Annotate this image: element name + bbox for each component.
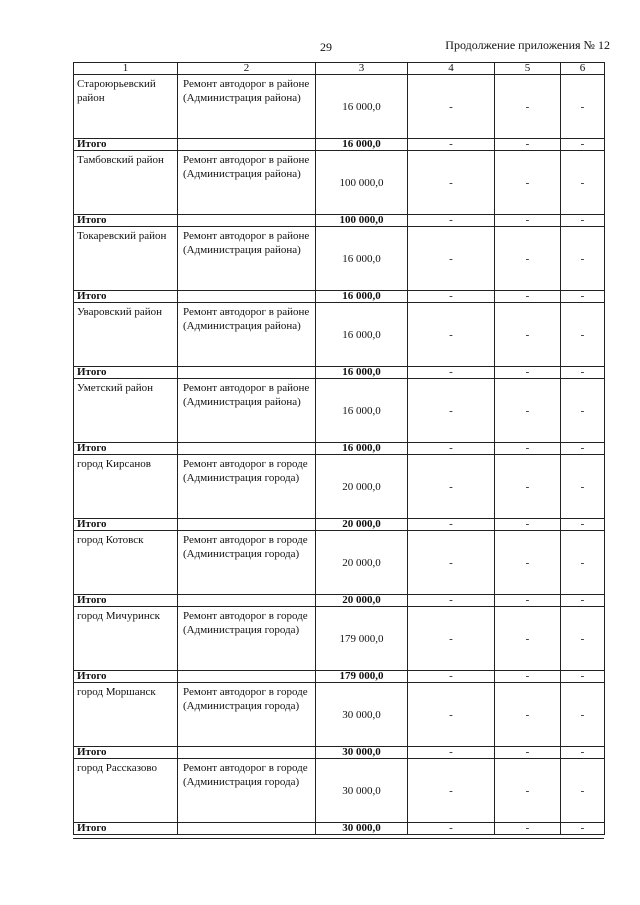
work-description: Ремонт автодорог в городе (Администрация города) — [178, 531, 316, 595]
district-name: Токаревский район — [74, 227, 178, 291]
table-bottom-border — [73, 838, 604, 839]
empty-value-dash: - — [408, 75, 495, 139]
district-name: Уметский район — [74, 379, 178, 443]
total-empty-cell — [178, 291, 316, 303]
empty-value-dash: - — [495, 227, 561, 291]
amount-value: 20 000,0 — [316, 455, 408, 519]
total-amount: 16 000,0 — [316, 367, 408, 379]
empty-value-dash: - — [408, 215, 495, 227]
total-empty-cell — [178, 823, 316, 835]
empty-value-dash: - — [408, 227, 495, 291]
table-row — [74, 759, 605, 823]
column-number-row — [74, 63, 605, 75]
amount-value: 16 000,0 — [316, 75, 408, 139]
district-name: Тамбовский район — [74, 151, 178, 215]
empty-value-dash: - — [408, 683, 495, 747]
total-row — [74, 215, 605, 227]
empty-value-dash: - — [561, 367, 605, 379]
total-label: Итого — [74, 747, 178, 759]
total-row — [74, 443, 605, 455]
total-empty-cell — [178, 747, 316, 759]
empty-value-dash: - — [561, 671, 605, 683]
amount-value: 179 000,0 — [316, 607, 408, 671]
district-name: Староюрьевский район — [74, 75, 178, 139]
budget-table — [73, 62, 605, 835]
amount-value: 30 000,0 — [316, 759, 408, 823]
total-label: Итого — [74, 367, 178, 379]
total-label: Итого — [74, 139, 178, 151]
table-row — [74, 227, 605, 291]
empty-value-dash: - — [561, 683, 605, 747]
total-row — [74, 291, 605, 303]
empty-value-dash: - — [495, 747, 561, 759]
total-amount: 16 000,0 — [316, 291, 408, 303]
total-label: Итого — [74, 823, 178, 835]
work-description: Ремонт автодорог в районе (Администрация района) — [178, 227, 316, 291]
empty-value-dash: - — [561, 759, 605, 823]
empty-value-dash: - — [561, 595, 605, 607]
empty-value-dash: - — [408, 455, 495, 519]
work-description: Ремонт автодорог в городе (Администрация города) — [178, 455, 316, 519]
empty-value-dash: - — [495, 683, 561, 747]
empty-value-dash: - — [561, 379, 605, 443]
empty-value-dash: - — [495, 759, 561, 823]
district-name: город Рассказово — [74, 759, 178, 823]
table-row — [74, 607, 605, 671]
empty-value-dash: - — [408, 443, 495, 455]
empty-value-dash: - — [495, 519, 561, 531]
total-empty-cell — [178, 367, 316, 379]
empty-value-dash: - — [495, 671, 561, 683]
empty-value-dash: - — [408, 595, 495, 607]
empty-value-dash: - — [495, 531, 561, 595]
total-row — [74, 747, 605, 759]
empty-value-dash: - — [495, 75, 561, 139]
total-row — [74, 823, 605, 835]
total-row — [74, 519, 605, 531]
total-label: Итого — [74, 519, 178, 531]
empty-value-dash: - — [561, 139, 605, 151]
total-label: Итого — [74, 443, 178, 455]
empty-value-dash: - — [495, 291, 561, 303]
empty-value-dash: - — [495, 607, 561, 671]
district-name: Уваровский район — [74, 303, 178, 367]
empty-value-dash: - — [408, 519, 495, 531]
total-empty-cell — [178, 519, 316, 531]
column-number: 2 — [178, 63, 316, 75]
empty-value-dash: - — [408, 671, 495, 683]
total-label: Итого — [74, 671, 178, 683]
empty-value-dash: - — [408, 139, 495, 151]
empty-value-dash: - — [408, 747, 495, 759]
total-empty-cell — [178, 215, 316, 227]
total-amount: 20 000,0 — [316, 595, 408, 607]
total-amount: 16 000,0 — [316, 443, 408, 455]
table-row — [74, 455, 605, 519]
work-description: Ремонт автодорог в районе (Администрация района) — [178, 303, 316, 367]
district-name: город Моршанск — [74, 683, 178, 747]
page-number: 29 — [320, 40, 332, 54]
column-number: 1 — [74, 63, 178, 75]
total-row — [74, 671, 605, 683]
total-row — [74, 367, 605, 379]
empty-value-dash: - — [408, 303, 495, 367]
total-row — [74, 595, 605, 607]
total-amount: 30 000,0 — [316, 747, 408, 759]
total-empty-cell — [178, 595, 316, 607]
empty-value-dash: - — [561, 531, 605, 595]
empty-value-dash: - — [408, 379, 495, 443]
empty-value-dash: - — [561, 455, 605, 519]
empty-value-dash: - — [561, 75, 605, 139]
empty-value-dash: - — [408, 291, 495, 303]
total-amount: 16 000,0 — [316, 139, 408, 151]
empty-value-dash: - — [561, 215, 605, 227]
district-name: город Котовск — [74, 531, 178, 595]
amount-value: 100 000,0 — [316, 151, 408, 215]
empty-value-dash: - — [408, 607, 495, 671]
empty-value-dash: - — [408, 759, 495, 823]
empty-value-dash: - — [561, 151, 605, 215]
empty-value-dash: - — [408, 823, 495, 835]
empty-value-dash: - — [561, 519, 605, 531]
empty-value-dash: - — [495, 139, 561, 151]
work-description: Ремонт автодорог в районе (Администрация района) — [178, 379, 316, 443]
column-number: 6 — [561, 63, 605, 75]
total-empty-cell — [178, 671, 316, 683]
district-name: город Мичуринск — [74, 607, 178, 671]
empty-value-dash: - — [495, 443, 561, 455]
appendix-note: Продолжение приложения № 12 — [445, 38, 610, 52]
table-row — [74, 303, 605, 367]
work-description: Ремонт автодорог в городе (Администрация города) — [178, 683, 316, 747]
table-body — [74, 75, 605, 835]
work-description: Ремонт автодорог в городе (Администрация города) — [178, 759, 316, 823]
total-label: Итого — [74, 215, 178, 227]
total-row — [74, 139, 605, 151]
empty-value-dash: - — [495, 823, 561, 835]
table-row — [74, 151, 605, 215]
amount-value: 16 000,0 — [316, 227, 408, 291]
table-row — [74, 75, 605, 139]
empty-value-dash: - — [561, 303, 605, 367]
column-number: 3 — [316, 63, 408, 75]
table-row — [74, 531, 605, 595]
work-description: Ремонт автодорог в районе (Администрация района) — [178, 151, 316, 215]
empty-value-dash: - — [495, 303, 561, 367]
total-label: Итого — [74, 291, 178, 303]
work-description: Ремонт автодорог в районе (Администрация района) — [178, 75, 316, 139]
empty-value-dash: - — [495, 455, 561, 519]
empty-value-dash: - — [561, 227, 605, 291]
empty-value-dash: - — [408, 151, 495, 215]
amount-value: 16 000,0 — [316, 303, 408, 367]
total-amount: 179 000,0 — [316, 671, 408, 683]
column-number: 5 — [495, 63, 561, 75]
empty-value-dash: - — [495, 367, 561, 379]
total-amount: 20 000,0 — [316, 519, 408, 531]
empty-value-dash: - — [561, 823, 605, 835]
table-row — [74, 379, 605, 443]
work-description: Ремонт автодорог в городе (Администрация города) — [178, 607, 316, 671]
amount-value: 20 000,0 — [316, 531, 408, 595]
amount-value: 16 000,0 — [316, 379, 408, 443]
empty-value-dash: - — [495, 379, 561, 443]
total-amount: 100 000,0 — [316, 215, 408, 227]
table-row — [74, 683, 605, 747]
total-empty-cell — [178, 139, 316, 151]
column-number: 4 — [408, 63, 495, 75]
total-label: Итого — [74, 595, 178, 607]
district-name: город Кирсанов — [74, 455, 178, 519]
empty-value-dash: - — [495, 595, 561, 607]
total-amount: 30 000,0 — [316, 823, 408, 835]
empty-value-dash: - — [561, 291, 605, 303]
empty-value-dash: - — [495, 215, 561, 227]
amount-value: 30 000,0 — [316, 683, 408, 747]
empty-value-dash: - — [495, 151, 561, 215]
empty-value-dash: - — [561, 443, 605, 455]
empty-value-dash: - — [408, 367, 495, 379]
empty-value-dash: - — [408, 531, 495, 595]
empty-value-dash: - — [561, 607, 605, 671]
empty-value-dash: - — [561, 747, 605, 759]
total-empty-cell — [178, 443, 316, 455]
